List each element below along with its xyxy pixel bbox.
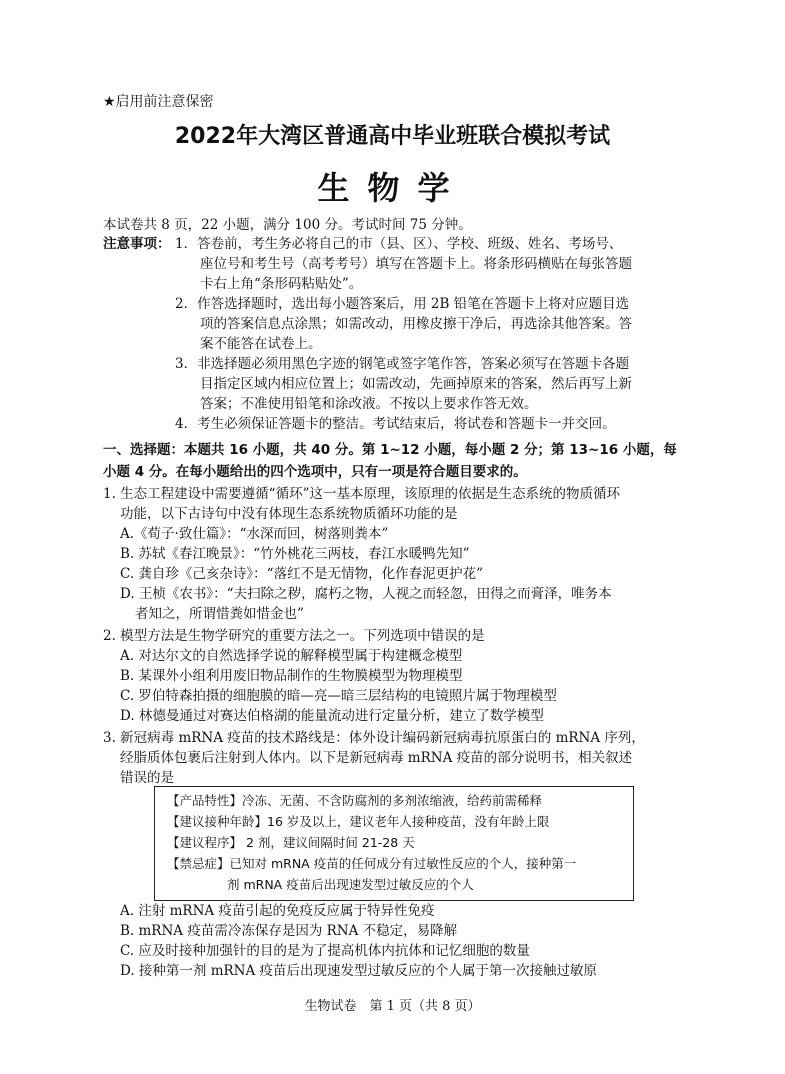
instruction-line: 【产品特性】冷冻、无菌、不含防腐剂的多剂浓缩液，给药前需稀释 [167, 793, 543, 808]
exam-title: 2022年大湾区普通高中毕业班联合模拟考试 [174, 124, 611, 149]
exam-intro: 本试卷共 8 页，22 小题，满分 100 分。考试时间 75 分钟。 [103, 217, 472, 233]
note-line: 答案；不准使用铅笔和涂改液。不按以上要求作答无效。 [200, 396, 538, 412]
section-heading: 小题 4 分。在每小题给出的四个选项中，只有一项是符合题目要求的。 [103, 464, 527, 480]
option-a: A. 对达尔文的自然选择学说的解释模型属于构建概念模型 [120, 648, 463, 664]
vaccine-instructions-box [154, 786, 634, 901]
instruction-line: 剂 mRNA 疫苗后出现速发型过敏反应的个人 [227, 877, 474, 892]
option-a: A. 注射 mRNA 疫苗引起的免疫反应属于特异性免疫 [120, 903, 435, 919]
note-line: 案不能答在试卷上。 [200, 336, 322, 352]
option-d: D. 林德曼通过对赛达伯格湖的能量流动进行定量分析，建立了数学模型 [120, 708, 544, 724]
note-line: 2．作答选择题时，选出每小题答案后，用 2B 铅笔在答题卡上将对应题目选 [175, 296, 630, 312]
option-c: C. 龚自珍《己亥杂诗》：“落红不是无情物，化作春泥更护花” [120, 566, 483, 582]
instruction-line: 【禁忌症】已知对 mRNA 疫苗的任何成分有过敏性反应的个人，接种第一 [167, 856, 577, 871]
note-line: 目指定区域内相应位置上；如需改动，先画掉原来的答案，然后再写上新 [200, 376, 632, 392]
option-a: A.《荀子·致仕篇》：“水深而回，树落则粪本” [120, 526, 389, 542]
option-d: 者知之，所谓惜粪如惜金也” [135, 606, 304, 622]
option-c: C. 罗伯特森拍摄的细胞膜的暗—亮—暗三层结构的电镜照片属于物理模型 [120, 688, 557, 704]
notes-label: 注意事项： [103, 236, 171, 252]
page-footer: 生物试卷 第 1 页（共 8 页） [304, 999, 481, 1014]
question-stem: 错误的是 [120, 770, 174, 786]
note-line: 卡右上角“条形码粘贴处”。 [200, 276, 363, 292]
option-b: B. mRNA 疫苗需冷冻保存是因为 RNA 不稳定，易降解 [120, 923, 458, 939]
question-stem: 1. 生态工程建设中需要遵循“循环”这一基本原理，该原理的依据是生态系统的物质循环 [103, 486, 620, 502]
option-b: B. 某课外小组利用废旧物品制作的生物膜模型为物理模型 [120, 668, 463, 684]
instruction-line: 【建议接种年龄】16 岁及以上，建议老年人接种疫苗，没有年龄上限 [167, 814, 550, 829]
note-line: 4．考生必须保证答题卡的整洁。考试结束后，将试卷和答题卡一并交回。 [175, 416, 616, 432]
option-d: D. 王桢《农书》：“夫扫除之秽，腐朽之物，人视之而轻忽，田得之而膏泽，唯务本 [120, 586, 612, 602]
option-b: B. 苏轼《春江晚景》：“竹外桃花三两枝，春江水暖鸭先知” [120, 546, 470, 562]
confidential-notice: ★启用前注意保密 [103, 94, 214, 110]
question-stem: 经脂质体包裹后注射到人体内。以下是新冠病毒 mRNA 疫苗的部分说明书，相关叙述 [120, 750, 633, 766]
note-line: 1．答卷前，考生务必将自己的市（县、区）、学校、班级、姓名、考场号、 [175, 236, 623, 252]
note-line: 3．非选择题必须用黑色字迹的钢笔或签字笔作答，答案必须写在答题卡各题 [175, 356, 630, 372]
subject-title: 生物学 [317, 169, 468, 207]
section-heading: 一、选择题：本题共 16 小题，共 40 分。第 1~12 小题，每小题 2 分；第 13~16 小题，每 [103, 442, 677, 458]
option-c: C. 应及时接种加强针的目的是为了提高机体内抗体和记忆细胞的数量 [120, 943, 530, 959]
instruction-line: 【建议程序】 2 剂，建议间隔时间 21-28 天 [167, 835, 415, 850]
note-line: 座位号和考生号（高考考号）填写在答题卡上。将条形码横贴在每张答题 [200, 256, 632, 272]
question-stem: 3. 新冠病毒 mRNA 疫苗的技术路线是：体外设计编码新冠病毒抗原蛋白的 mRNA 序列， [103, 730, 645, 746]
note-line: 项的答案信息点涂黑；如需改动，用橡皮擦干净后，再选涂其他答案。答 [200, 316, 632, 332]
question-stem: 2. 模型方法是生物学研究的重要方法之一。下列选项中错误的是 [103, 628, 485, 644]
option-d: D. 接种第一剂 mRNA 疫苗后出现速发型过敏反应的个人属于第一次接触过敏原 [120, 963, 598, 979]
question-stem: 功能，以下古诗句中没有体现生态系统物质循环功能的是 [120, 506, 458, 522]
